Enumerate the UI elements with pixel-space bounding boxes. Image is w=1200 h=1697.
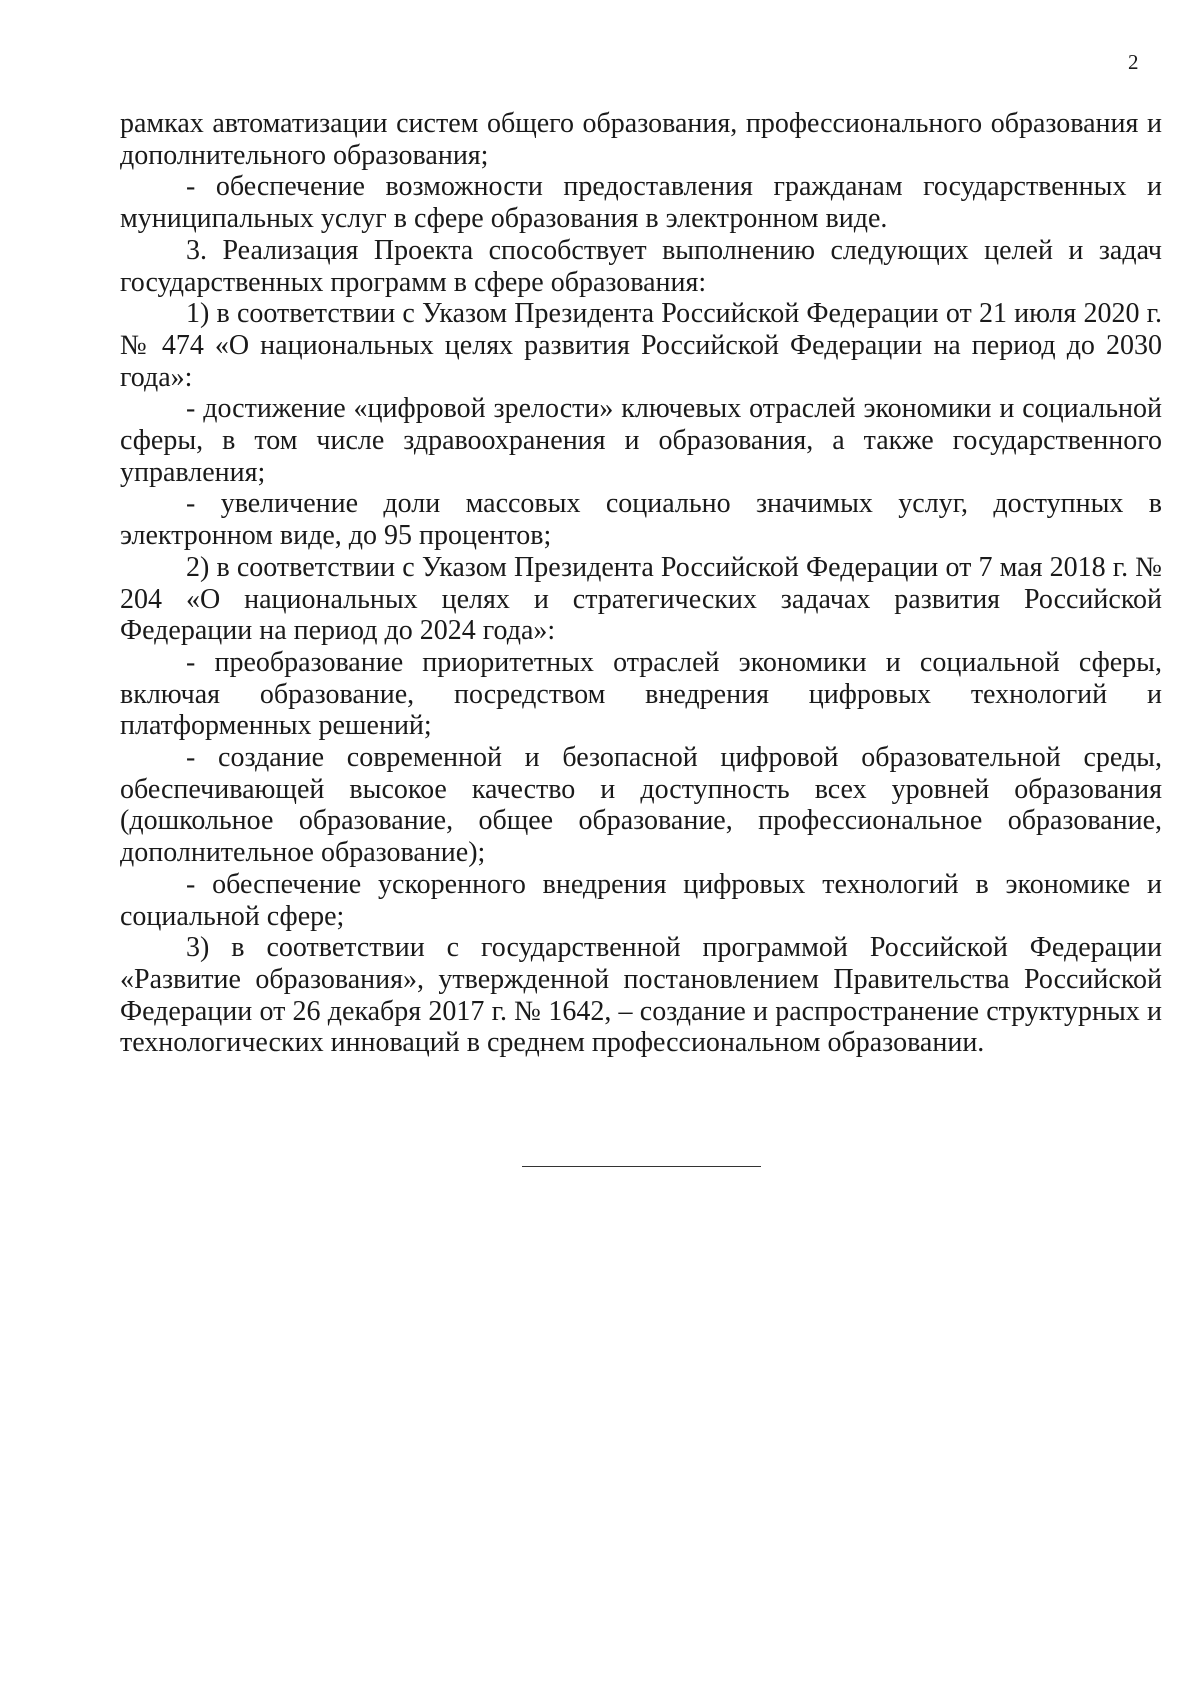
page-number: 2 [1128, 50, 1139, 74]
paragraph-bullet: - обеспечение ускоренного внедрения цифровых технологий в экономике и социальной сфере; [120, 868, 1162, 932]
paragraph-numbered: 2) в соответствии с Указом Президента Российской Федерации от 7 мая 2018 г. № 204 «О национальных целях и стратегических задачах развития Российской Федерации на период до 2024 года»: [120, 551, 1162, 647]
paragraph-bullet: - достижение «цифровой зрелости» ключевых отраслей экономики и социальной сферы, в том числе здравоохранения и образования, а также государственного управления; [120, 393, 1162, 488]
paragraph-numbered: 1) в соответствии с Указом Президента Российской Федерации от 21 июля 2020 г. № 474 «О национальных целях развития Российской Федерации на период до 2030 года»: [120, 298, 1162, 393]
paragraph-bullet: - увеличение доли массовых социально значимых услуг, доступных в электронном виде, до 95 процентов; [120, 488, 1162, 552]
document-body [120, 108, 1162, 1059]
end-separator-line [522, 1166, 761, 1167]
paragraph-bullet: - создание современной и безопасной цифровой образовательной среды, обеспечивающей высокое качество и доступность всех уровней образования (дошкольное образование, общее образование, профессиональное образование, дополнительное образование); [120, 742, 1162, 869]
paragraph-bullet: - преобразование приоритетных отраслей экономики и социальной сферы, включая образование, посредством внедрения цифровых технологий и платформенных решений; [120, 646, 1162, 742]
paragraph-bullet: - обеспечение возможности предоставления гражданам государственных и муниципальных услуг в сфере образования в электронном виде. [120, 171, 1162, 235]
paragraph-numbered: 3) в соответствии с государственной программой Российской Федерации «Развитие образования», утвержденной постановлением Правительства Российской Федерации от 26 декабря 2017 г. № 1642, – создание и распространение структурных и технологических инноваций в среднем профессиональном образовании. [120, 932, 1162, 1059]
paragraph-continuation: рамках автоматизации систем общего образования, профессионального образования и дополнительного образования; [120, 108, 1162, 171]
paragraph-numbered: 3. Реализация Проекта способствует выполнению следующих целей и задач государственных программ в сфере образования: [120, 234, 1162, 298]
